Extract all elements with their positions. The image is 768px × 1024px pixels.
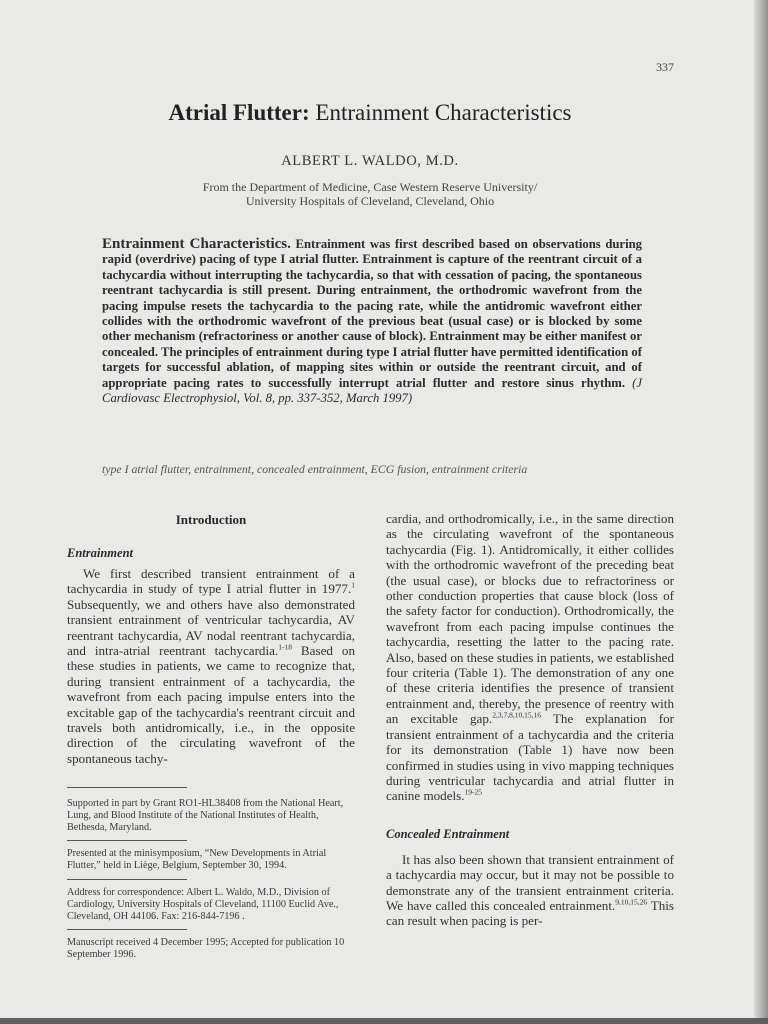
section-heading-introduction: Introduction (175, 512, 247, 527)
abstract-text: Entrainment was first described based on observations during rapid (overdrive) pacing of type I atrial flutter. Entrainment is capture of the reentrant circuit of a tachycardia without interrupting the tachycardia, so that with cessation of pacing, the spontaneous reentrant tachycardia is still present. During entrainment, the orthodromic wavefront from the pacing impulse resets the tachycardia to the pacing rate, while the antidromic wavefront either collides with the orthodromic wavefront of the previous beat (usual case) or is blocked by some other mechanism (refractoriness or another cause of block). Entrainment may be either manifest or concealed. The principles of entrainment during type I atrial flutter have permitted identification of targets for successful ablation, of mapping sites within or outside the reentrant circuit, and of appropriate pacing rates to successfully interrupt atrial flutter and restore sinus rhythm. (102, 237, 642, 390)
page-number: 337 (656, 60, 674, 74)
right-text-d: This can result when pacing is per- (386, 897, 674, 929)
left-column (67, 511, 355, 766)
footnote-support: Supported in part by Grant RO1-HL38408 from the National Heart, Lung, and Blood Institute of the National Institutes of Health, Bethesda, Maryland. (67, 798, 344, 833)
footnote-rule (67, 787, 187, 788)
reference-superscript: 19-25 (464, 787, 483, 797)
footnote-manuscript: Manuscript received 4 December 1995; Accepted for publication 10 September 1996. (67, 937, 345, 961)
author-name: ALBERT L. WALDO, M.D. (281, 153, 459, 169)
intro-paragraph (67, 566, 355, 766)
right-text-c: It has also been shown that transient entrainment of a tachycardia may occur, but it may not be possible to demonstrate any of the transient entrainment criteria. We have called this concealed entrainment. (386, 851, 674, 913)
intro-text-a: We first described transient entrainment of a tachycardia in study of type I atrial flutter in 1977. (67, 566, 355, 597)
right-text-a: cardia, and orthodromically, i.e., in the same direction as the circulating wavefront of the spontaneous tachycardia (Fig. 1). Antidromically, it either collides with the orthodromic wavefront of the preceding beat (the usual case), or blocks due to refractoriness or other conduction properties that cause block (loss of the safety factor for conduction). Orthodromically, the wavefront from each pacing impulse continues the tachycardia, resetting the latter to the pacing rate. Also, based on these studies in patients, we established four criteria (Table 1). The demonstration of any one of these criteria identifies the presence of transient entrainment and, thereby, the presence of reentry with an excitable gap. (386, 511, 675, 727)
intro-text-c: Based on these studies in patients, we came to recognize that, during transient entrainment of a tachycardia, the wavefront from each pacing impulse enters into the excitable gap of the tachycardia's reentrant circuit and travels both antidromically, i.e., in the opposite direction of the circulating wavefront of the spontaneous tachy- (67, 643, 355, 766)
footnotes (67, 787, 355, 968)
abstract-heading: Entrainment Characteristics. (102, 236, 291, 252)
footnote-rule (67, 879, 187, 880)
article-title (60, 100, 680, 126)
footnote-rule (67, 840, 187, 841)
title-bold-part: Atrial Flutter: (168, 100, 310, 125)
keywords: type I atrial flutter, entrainment, concealed entrainment, ECG fusion, entrainment criteria (102, 462, 528, 476)
subheading-entrainment: Entrainment (67, 546, 133, 560)
page-edge-shadow (754, 0, 768, 1024)
page-bottom-edge (0, 1018, 768, 1024)
footnote-address: Address for correspondence: Albert L. Waldo, M.D., Division of Cardiology, University Hospitals of Cleveland, 11100 Euclid Ave., Cleveland, OH 44106. Fax: 216-844-7196 . (67, 886, 339, 922)
right-paragraph-1 (386, 511, 674, 804)
reference-superscript: 1 (351, 581, 355, 591)
reference-superscript: 9,10,15,26 (615, 897, 648, 907)
right-paragraph-2 (386, 852, 674, 929)
intro-text-b: Subsequently, we and others have also demonstrated transient entrainment of ventricular tachycardia, AV reentrant tachycardia, AV nodal reentrant tachycardia, and intra-atrial reentrant tachycardia. (67, 596, 355, 659)
abstract-citation: (J Cardiovasc Electrophysiol, Vol. 8, pp. 337-352, March 1997) (102, 375, 642, 406)
footnote-rule (67, 929, 187, 930)
reference-superscript: 2,3,7,8,10,15,16 (492, 710, 541, 720)
subheading-concealed-entrainment: Concealed Entrainment (386, 826, 510, 841)
right-text-b: The explanation for transient entrainment of a tachycardia and the criteria for its demonstration (Table 1) have now been confirmed in studies using in vivo mapping techniques during ventricular tachycardia and atrial flutter in canine models. (386, 711, 674, 804)
affiliation-line-2: University Hospitals of Cleveland, Cleveland, Ohio (245, 194, 495, 208)
abstract (102, 237, 642, 406)
affiliation-line-1: From the Department of Medicine, Case Western Reserve University/ (202, 180, 538, 194)
right-column (386, 511, 674, 929)
footnote-presented: Presented at the minisymposium, “New Developments in Atrial Flutter,” held in Liège, Belgium, September 30, 1994. (67, 848, 327, 872)
reference-superscript: 1-18 (278, 642, 292, 652)
affiliation (60, 180, 680, 208)
title-rest: Entrainment Characteristics (309, 100, 572, 125)
